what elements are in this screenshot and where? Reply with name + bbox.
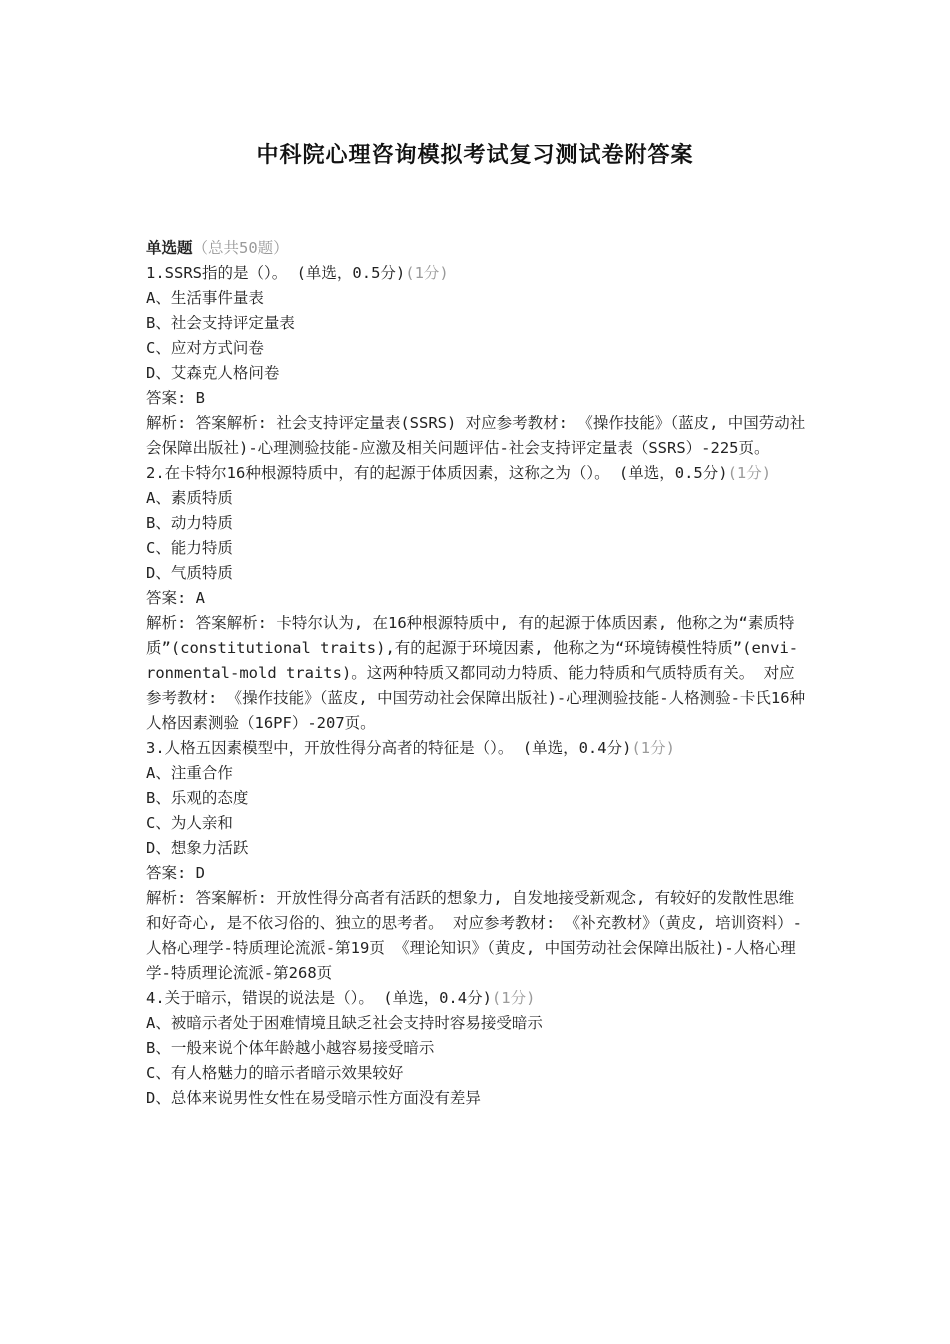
option-item: C、能力特质	[146, 539, 233, 557]
question-score: (1分)	[491, 989, 536, 1007]
option-item: C、应对方式问卷	[146, 339, 264, 357]
option-item: A、素质特质	[146, 489, 233, 507]
analysis-text: 解析: 答案解析: 卡特尔认为, 在16种根源特质中, 有的起源于体质因素, 他称之为“素质特质”(constitutional traits),有的起源于环境因素, 他称之为“环境铸模性特质”(envi-ronmental-mold traits)。这两种特质又都同动力特质、能力特质和气质特质有关。 对应参考教材: 《操作技能》（蓝皮, 中国劳动社会保障出版社)-心理测验技能-人格测验-卡氏16种人格因素测验（16PF）-207页。	[146, 614, 806, 732]
answer-line: 答案: A	[146, 589, 205, 607]
question-stem: 4.关于暗示，错误的说法是（）。 (单选，0.4分)(1分)	[146, 989, 536, 1007]
option-item: D、艾森克人格问卷	[146, 364, 280, 382]
section-count: （总共50题）	[192, 239, 289, 257]
option-item: A、注重合作	[146, 764, 233, 782]
option-item: D、总体来说男性女性在易受暗示性方面没有差异	[146, 1089, 481, 1107]
question-stem: 3.人格五因素模型中，开放性得分高者的特征是（）。 (单选，0.4分)(1分)	[146, 739, 675, 757]
option-item: A、生活事件量表	[146, 289, 264, 307]
section-header	[146, 236, 806, 261]
question-score: (1分)	[727, 464, 772, 482]
option-item: B、动力特质	[146, 514, 233, 532]
option-item: C、有人格魅力的暗示者暗示效果较好	[146, 1064, 404, 1082]
analysis-text: 解析: 答案解析: 开放性得分高者有活跃的想象力, 自发地接受新观念, 有较好的发散性思维和好奇心, 是不依习俗的、独立的思考者。 对应参考教材: 《补充教材》（黄皮, 培训资料）-人格心理学-特质理论流派-第19页 《理论知识》（黄皮, 中国劳动社会保障出版社)-人格心理学-特质理论流派-第268页	[146, 889, 802, 982]
question-list	[146, 236, 806, 1111]
answer-line: 答案: B	[146, 389, 205, 407]
option-item: C、为人亲和	[146, 814, 233, 832]
question-stem: 2.在卡特尔16种根源特质中，有的起源于体质因素，这称之为（）。 (单选，0.5分)(1分)	[146, 464, 772, 482]
option-item: B、一般来说个体年龄越小越容易接受暗示	[146, 1039, 435, 1057]
option-item: A、被暗示者处于困难情境且缺乏社会支持时容易接受暗示	[146, 1014, 543, 1032]
question-score: (1分)	[405, 264, 449, 282]
analysis-text: 解析: 答案解析: 社会支持评定量表(SSRS) 对应参考教材: 《操作技能》（蓝皮, 中国劳动社会保障出版社)-心理测验技能-应激及相关问题评估-社会支持评定量表（SSRS）-225页。	[146, 414, 806, 457]
document-title: 中科院心理咨询模拟考试复习测试卷附答案	[256, 142, 694, 168]
option-item: D、想象力活跃	[146, 839, 249, 857]
option-item: B、社会支持评定量表	[146, 314, 295, 332]
answer-line: 答案: D	[146, 864, 205, 882]
question-score: (1分)	[631, 739, 675, 757]
option-item: B、乐观的态度	[146, 789, 249, 807]
section-label: 单选题	[146, 239, 193, 257]
option-item: D、气质特质	[146, 564, 233, 582]
question-stem: 1.SSRS指的是（）。 (单选，0.5分)(1分)	[146, 264, 449, 282]
